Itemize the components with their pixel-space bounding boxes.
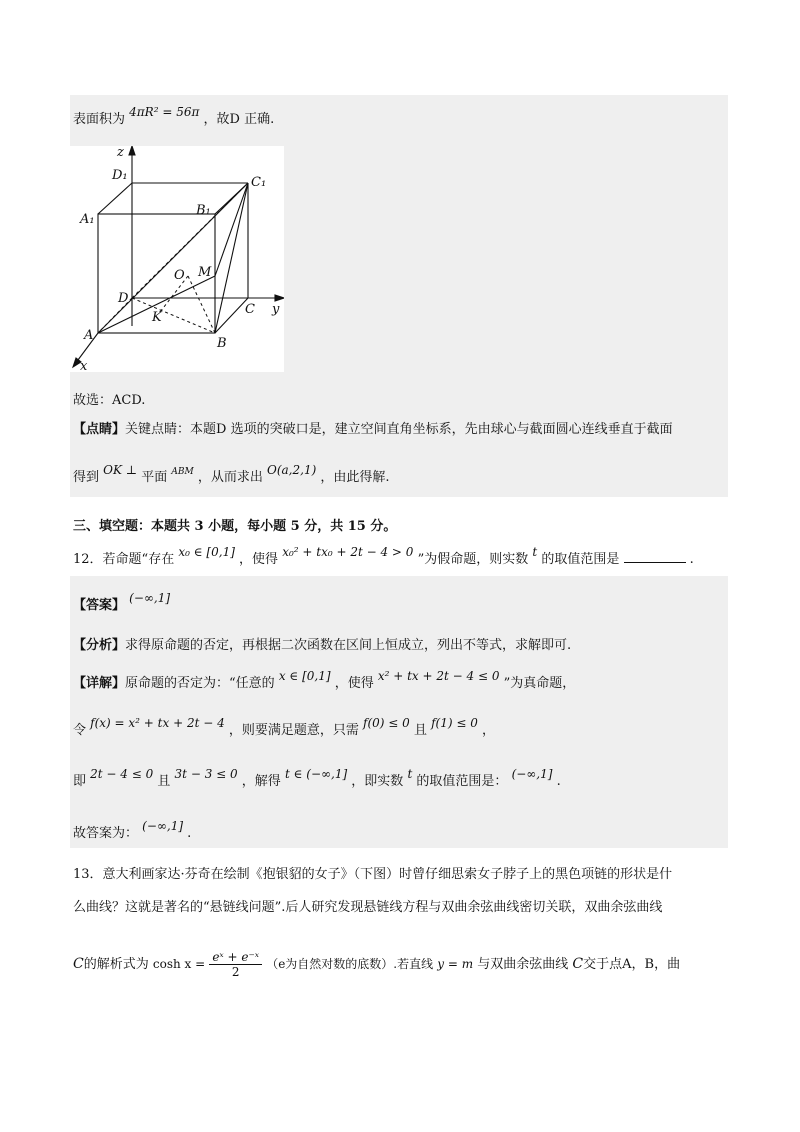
text: ，即实数 (351, 774, 404, 789)
surface-area-line (73, 105, 275, 127)
formula: (−∞,1] (129, 591, 171, 605)
label-y: y (272, 302, 280, 317)
choice-line (73, 389, 145, 408)
text: ”为真命题， (503, 676, 576, 691)
text: 且 (157, 774, 171, 789)
text: 的取值范围是 (541, 552, 620, 567)
text: . (187, 826, 192, 841)
label-b: B (217, 336, 227, 351)
text: 故答案为： (73, 826, 139, 841)
text: 12．若命题“存在 (73, 552, 175, 567)
text: ，由此得解. (320, 470, 390, 485)
label-c: C (245, 302, 255, 317)
text: 故选：ACD. (73, 393, 146, 408)
text: （e为自然对数的底数）.若直线 (266, 957, 434, 971)
detail-label: 【详解】 (73, 676, 126, 691)
text: . (689, 552, 694, 567)
label-z: z (117, 146, 124, 160)
formula: cosh x = (152, 957, 206, 971)
formula: x₀ ∈ [0,1] (178, 545, 235, 559)
formula: (−∞,1] (142, 819, 184, 833)
label-k: K (152, 310, 162, 325)
formula: x² + tx + 2t − 4 ≤ 0 (377, 669, 500, 683)
text: 13．意大利画家达·芬奇在绘制《抱银貂的女子》（下图）时曾仔细思索女子脖子上的黑色项链的形状是什 (73, 867, 673, 882)
text: ，使得 (239, 552, 279, 567)
label-b1: B₁ (196, 203, 211, 218)
edge-bc (215, 298, 248, 333)
formula: t (407, 767, 413, 781)
line-ob (188, 276, 215, 333)
text: 平面 (141, 470, 168, 485)
text: 表面积为 (73, 112, 126, 127)
formula: f(x) = x² + tx + 2t − 4 (90, 716, 225, 730)
fraction-denominator: 2 (231, 965, 240, 979)
line-db (132, 298, 215, 333)
text: ，使得 (334, 676, 374, 691)
z-arrow (129, 146, 135, 155)
text: 原命题的否定为：“任意的 (125, 676, 275, 691)
text: 求得原命题的否定，再根据二次函数在区间上恒成立，列出不等式，求解即可. (125, 638, 572, 653)
text: . (556, 774, 561, 789)
label-d: D (118, 291, 129, 306)
text: 的取值范围是： (416, 774, 508, 789)
formula: x ∈ [0,1] (278, 669, 331, 683)
text: 得到 (73, 470, 100, 485)
text: 的解析式为 (83, 957, 149, 972)
text: 么曲线？这就是著名的“悬链线问题”.后人研究发现悬链线方程与双曲余弦曲线密切关联，双曲余弦曲线 (73, 900, 663, 915)
formula: C (572, 956, 584, 972)
cosh-fraction (209, 950, 262, 979)
text: ”为假命题，则实数 (417, 552, 529, 567)
formula: x₀² + tx₀ + 2t − 4 > 0 (282, 545, 414, 559)
label-o: O (174, 268, 185, 283)
label-c1: C₁ (251, 175, 267, 190)
text: 关键点睛：本题D 选项的突破口是，建立空间直角坐标系，先由球心与截面圆心连线垂直于截面 (125, 422, 673, 437)
formula: f(0) ≤ 0 (363, 716, 410, 730)
formula: 3t − 3 ≤ 0 (174, 767, 238, 781)
cube-diagram (70, 146, 284, 372)
formula: f(1) ≤ 0 (431, 716, 478, 730)
text: ，则要满足题意，只需 (228, 723, 359, 738)
answer-block (70, 576, 728, 848)
answer-label: 【答案】 (73, 598, 126, 613)
text: ，故D 正确. (203, 112, 275, 127)
question-13-line-1 (73, 863, 672, 882)
y-arrow (275, 295, 284, 301)
detail-line (73, 669, 576, 691)
line-ac1 (98, 183, 248, 333)
final-answer-line (73, 819, 192, 841)
formula: (−∞,1] (511, 767, 553, 781)
question-13-line-3 (73, 950, 680, 979)
formula: ABM (171, 467, 194, 477)
label-a1: A₁ (80, 212, 95, 227)
label-d1: D₁ (112, 168, 128, 183)
ji-line (73, 767, 561, 789)
formula: OK ⊥ (103, 463, 138, 477)
text: 令 (73, 723, 87, 738)
answer-blank (624, 552, 686, 563)
cube-figure (70, 146, 284, 372)
comment-line-1 (73, 418, 673, 437)
text: 且 (413, 723, 427, 738)
analysis-label: 【分析】 (73, 638, 126, 653)
formula: t ∈ (−∞,1] (284, 767, 348, 781)
formula: C (73, 956, 84, 972)
edge-a1d1 (98, 183, 132, 214)
answer-line (73, 591, 171, 613)
label-m: M (198, 265, 212, 280)
formula: 4πR² = 56π (129, 105, 200, 119)
label-a: A (84, 328, 94, 343)
text: 即 (73, 774, 87, 789)
text: 三、填空题：本题共 3 小题，每小题 5 分，共 15 分。 (73, 519, 397, 534)
formula: t (532, 545, 538, 559)
text: 交于点A，B，曲 (583, 957, 681, 972)
analysis-line (73, 634, 571, 653)
formula: 2t − 4 ≤ 0 (90, 767, 154, 781)
text: ， (482, 723, 496, 738)
line-mc1 (215, 183, 248, 276)
text: 与双曲余弦曲线 (477, 957, 569, 972)
section-header (73, 515, 396, 534)
comment-line-2 (73, 463, 390, 485)
comment-label: 【点睛】 (73, 422, 126, 437)
line-bc1 (215, 183, 248, 333)
formula: O(a,2,1) (267, 463, 317, 477)
text: ，解得 (241, 774, 281, 789)
question-12 (73, 545, 694, 567)
text: ，从而求出 (197, 470, 263, 485)
let-line (73, 716, 496, 738)
question-13-line-2 (73, 896, 662, 915)
label-x: x (80, 359, 88, 372)
fraction-numerator: eˣ + e⁻ˣ (209, 950, 262, 965)
formula: y = m (437, 957, 474, 971)
